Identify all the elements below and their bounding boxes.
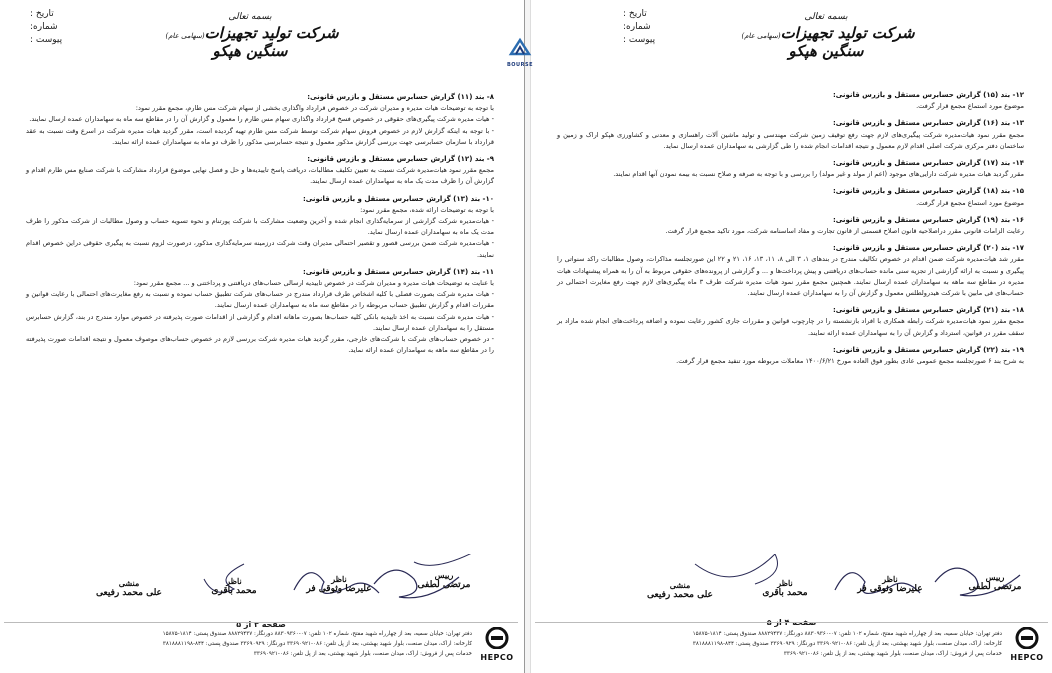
hepco-logo-text: HEPCO <box>480 653 514 662</box>
resolution-section <box>557 305 1024 339</box>
resolution-paragraph: - با توجه به اینکه گزارش لازم در خصوص فروش سهام شرکت توسط شرکت مس طارم تهیه گردیده است، مقرر گردید هیات مدیره شرکت در اسرع وقت نسبت به عقد قرارداد با سازمان حسابرسی جهت بررسی گزارش مذکور معمول و نتیجه حسابرسی مذکور را ظرف دو ماه به سهامداران عمده ارائه نمایند. <box>26 126 494 146</box>
basmala: بسمه تعالی <box>228 12 272 22</box>
resolution-paragraph: مقرر گردید هیات مدیره شرکت دارایی‌های موجود (اعم از مولد و غیر مولد) را بررسی و با توجه به صرفه و صلاح نسبت به بیمه نمودن آنها اقدام نمایند. <box>613 170 1024 179</box>
signature-name: مرتضی لطفی <box>417 580 471 590</box>
number-label: شماره: <box>30 22 58 32</box>
signature-chairman <box>955 572 1035 592</box>
resolution-paragraph: موضوع مورد استماع مجمع قرار گرفت. <box>916 102 1024 111</box>
signature-name: علیرضا وثوقی فر <box>857 584 923 594</box>
attachment-label: پیوست : <box>623 35 656 45</box>
resolution-paragraph: با عنایت به توضیحات هیات مدیره و مدیران شرکت در خصوص تاییدیه ارسالی حساب‌های دریافتنی و پرداختنی و ... مجمع مقرر نمود: <box>133 279 494 288</box>
resolution-title: ۱۵- بند (۱۸) گزارش حسابرس مستقل و بازرس قانونی: <box>832 187 1024 196</box>
signature-name: علی محمد رفیعی <box>96 588 162 598</box>
resolution-title: ۱۴- بند (۱۷) گزارش حسابرس مستقل و بازرس قانونی: <box>832 159 1024 168</box>
signature-name: محمد باقری <box>211 586 257 596</box>
resolution-paragraph: - در خصوص حساب‌های شرکت با شرکت‌های خارجی، مقرر گردید هیات مدیره شرکت بررسی لازم در خصوص حساب‌های موصوف معمول و نتیجه اقدامات صورت پذیرفته را در مقاطع سه ماهه به سهامداران عمده ارائه نماید. <box>26 335 494 355</box>
footer-address <box>4 622 518 667</box>
resolution-paragraph: مجمع مقرر نمود هیات‌مدیره شرکت نسبت به تعیین تکلیف مطالبات، دریافت پاسخ تاییدیه‌ها و حل و فصل نهایی موضوع قرارداد مشارکت با شرکت صنایع مس طارم اقدام و گزارش آن را ظرف مدت یک ماه به سهامداران عمده ارسال نمایند. <box>26 166 494 186</box>
resolution-section <box>557 158 1024 180</box>
signature-role: رییس <box>434 570 454 580</box>
resolution-paragraph: مجمع مقرر نمود هیات‌مدیره شرکت پیگیری‌های لازم جهت رفع توقیف زمین شرکت مهندسی و تولید ماشین آلات راهسازی و معدنی و کشاورزی هپکو اراک و زمین و ساختمان دفتر مرکزی شرکت اصلی اقدام لازم معمول و نتیجه اقدامات انجام شده را طی گزارشی به سهامداران عمده ارسال نماید. <box>557 130 1024 150</box>
hepco-logo-icon <box>485 627 509 649</box>
resolution-paragraph: به شرح بند ۶ صورتجلسه مجمع عمومی عادی بطور فوق العاده مورخ ۱۴۰۰/۶/۲۱ معاملات مربوطه مورد تنفید مجمع قرار گرفت. <box>676 357 1024 366</box>
bourse-text: BOURSE <box>507 62 533 68</box>
hepco-logo <box>1008 627 1046 662</box>
company-letterhead <box>726 12 926 60</box>
resolution-paragraph: رعایت الزامات قانونی مقرر دراصلاحیه قانون اصلاح قسمتی از قانون تجارت و مفاد اساسنامه شرکت، مورد تاکید مجمع قرار گرفت. <box>665 227 1024 236</box>
footer-line-tehran: دفتر تهران: خیابان سمیه، بعد از چهارراه شهید مفتح، شماره ۱۰۲ تلفن: ۰۷-۸۸۳۰۹۳۶۰ دورنگار: ۸۸۸۲۹۴۳۷ صندوق پستی: ۱۸۱۴-۱۵۸۷۵ <box>162 631 472 637</box>
resolution-section <box>557 90 1024 112</box>
resolution-title: ۱۶- بند (۱۹) گزارش حسابرس مستقل و بازرس قانونی: <box>832 215 1024 224</box>
resolution-title: ۱۷- بند (۲۰) گزارش حسابرس مستقل و بازرس قانونی: <box>832 244 1024 253</box>
signature-supervisor-2 <box>745 578 825 598</box>
footer-line-tehran: دفتر تهران: خیابان سمیه، بعد از چهارراه شهید مفتح، شماره ۱۰۲ تلفن: ۰۷-۸۸۳۰۹۳۶۰ دورنگار: ۸۸۸۲۹۴۳۷ صندوق پستی: ۱۸۱۴-۱۵۸۷۵ <box>692 631 1002 637</box>
resolution-title: ۱۸- بند (۲۱) گزارش حسابرس مستقل و بازرس قانونی: <box>832 306 1024 315</box>
footer-line-service: خدمات پس از فروش: اراک، میدان صنعت، بلوار شهید بهشتی، بعد از پل تلفن: ۰۸۶-۳۳۶۹۰۹۲۱ <box>783 651 1002 657</box>
resolution-section <box>26 154 494 188</box>
hepco-logo-text: HEPCO <box>1010 653 1044 662</box>
signature-role: ناظر <box>882 574 898 584</box>
date-label: تاریخ : <box>623 9 647 19</box>
attachment-label: پیوست : <box>30 35 63 45</box>
signature-block <box>44 560 502 616</box>
footer-line-service: خدمات پس از فروش: اراک، میدان صنعت، بلوار شهید بهشتی، بعد از پل تلفن: ۰۸۶-۳۳۶۹۰۹۲۱ <box>253 651 472 657</box>
resolution-section <box>557 118 1024 152</box>
resolution-paragraph: - هیات‌مدیره شرکت گزارشی از سرمایه‌گذاری انجام شده و آخرین وضعیت مشارکت با شرکت پورتنام و نحوه تسویه حساب و وصول مطالبات از شرکت مذکور را ظرف مدت یک ماه به سهامداران عمده ارسال نماید. <box>26 217 494 237</box>
resolution-title: ۱۹- بند (۲۲) گزارش حسابرس مستقل و بازرس قانونی: <box>832 345 1024 354</box>
resolution-section <box>557 345 1024 367</box>
signature-chairman <box>404 570 484 590</box>
footer-line-factory: کارخانه: اراک، میدان صنعت، بلوار شهید بهشتی، بعد از پل تلفن: ۰۸۶-۳۳۶۹۰۹۲۱ دورنگار: ۳۳۶۹۰۹۲۹ صندوق پستی: ۸۴۴-۳۸۱۸۸۸۱۱۹۸ <box>162 641 472 647</box>
resolution-title: ۱۳- بند (۱۶) گزارش حسابرس مستقل و بازرس قانونی: <box>832 119 1024 128</box>
resolution-section <box>26 267 494 357</box>
company-name-text: شرکت تولید تجهیزات سنگین هپکو <box>780 24 915 60</box>
signature-role: منشی <box>118 578 140 588</box>
resolutions-body <box>26 92 494 362</box>
page-divider <box>524 0 531 673</box>
resolution-paragraph: موضوع مورد استماع مجمع قرار گرفت. <box>916 198 1024 207</box>
number-label: شماره: <box>623 22 651 32</box>
signature-role: رییس <box>985 572 1005 582</box>
resolution-paragraph: - هیات مدیره شرکت بصورت فصلی با کلیه اشخاص طرف قرارداد مندرج در حساب‌های شرکت تطبیق حساب نموده و نسبت به رفع مغایرت‌های احتمالی با رعایت قوانین و مقررات اقدام و گزارش تطبیق حساب مربوطه را در مقاطع سه ماه به سهامداران عمده ارسال نمایند. <box>26 290 494 310</box>
company-type: (سهامی عام) <box>165 32 205 40</box>
resolution-title: ۸- بند (۱۱) گزارش حسابرس مستقل و بازرس قانونی: <box>307 93 494 101</box>
signature-role: منشی <box>669 580 691 590</box>
bourse-logo-icon <box>505 36 535 58</box>
signature-supervisor-2 <box>194 576 274 596</box>
company-name-text: شرکت تولید تجهیزات سنگین هپکو <box>204 24 339 60</box>
resolution-section <box>557 215 1024 237</box>
resolution-paragraph: - هیات مدیره شرکت نسبت به اخذ تاییدیه بانکی کلیه حساب‌ها بصورت ماهانه اقدام و گزارشی از اقدامات صورت پذیرفته در خصوص موارد مندرج در بند، گزارش حسابرس مستقل را به سهامداران عمده ارسال نمایند. <box>26 312 494 332</box>
hepco-logo <box>478 627 516 662</box>
date-label: تاریخ : <box>30 9 54 19</box>
signature-name: محمد باقری <box>762 588 808 598</box>
company-name <box>726 24 926 60</box>
resolution-paragraph: مجمع مقرر نمود هیات‌مدیره شرکت رابطه همکاری با افراد بازنشسته را در چارچوب قوانین و مقررات جاری کشور رعایت نموده و اضافه پرداخت‌های انجام شده مازاد بر سقف مقرر در قوانین، استرداد و گزارش آن را به سهامداران عمده ارائه نمایند. <box>557 317 1024 337</box>
header-meta <box>30 8 62 47</box>
company-letterhead <box>150 12 350 60</box>
header-meta <box>623 8 655 47</box>
resolution-title: ۱۱- بند (۱۴) گزارش حسابرس مستقل و بازرس قانونی: <box>302 267 494 276</box>
resolution-paragraph: با توجه به توضیحات هیات مدیره و مدیران شرکت در خصوص قرارداد واگذاری بخشی از سهام شرکت مس طارم، مجمع مقرر نمود: <box>135 104 494 113</box>
resolution-title: ۹- بند (۱۲) گزارش حسابرس مستقل و بازرس قانونی: <box>307 155 494 164</box>
document-page-3 <box>0 0 522 673</box>
signature-name: مرتضی لطفی <box>968 582 1022 592</box>
page-number: صفحه ۴ از ۵ <box>766 618 817 627</box>
footer-address <box>535 622 1048 667</box>
signature-block <box>575 560 1032 616</box>
signature-role: ناظر <box>331 574 347 584</box>
resolution-section <box>26 92 494 148</box>
bourse-watermark <box>498 36 542 68</box>
signature-supervisor-1 <box>835 574 945 594</box>
signature-name: علی محمد رفیعی <box>647 590 713 600</box>
company-type: (سهامی عام) <box>741 32 781 40</box>
page-number: صفحه ۳ از ۵ <box>236 620 286 629</box>
resolution-title: ۱۰- بند (۱۳) گزارش حسابرس مستقل و بازرس قانونی: <box>302 194 494 203</box>
document-page-4 <box>531 0 1052 673</box>
resolution-section <box>557 243 1024 299</box>
signature-supervisor-1 <box>284 574 394 594</box>
resolution-paragraph: - هیات‌مدیره شرکت ضمن بررسی قصور و تقصیر احتمالی مدیران وقت شرکت درزمینه سرمایه‌گذاری مذکور، درصورت لزوم نسبت به پیگیری حقوقی دراین خصوص اقدام نمایند. <box>26 239 494 259</box>
signature-secretary <box>74 578 184 598</box>
signature-role: ناظر <box>777 578 793 588</box>
resolution-section <box>26 194 494 261</box>
resolution-paragraph: مقرر شد هیات‌مدیره شرکت ضمن اقدام در خصوص تکالیف مندرج در بندهای ۱، ۳ الی ۸، ۱۱، ۱۳، ۱۶، ۲۱ و ۲۲ این صورتجلسه مذاکرات، وصول مطالبات راکد سنواتی را پیگیری و نسبت به ارائه گزارشی از تجزیه سنی مانده حساب‌های دریافتنی و پیش پرداخت‌ها و ... و گزارشی از پرونده‌های حقوقی مربوط به آن را به همراه پیشنهادات هیات مدیره در مقاطع سه ماهه به سهامداران عمده ارسال نمایند. همچنین مجمع مقرر نمود هیات مدیره شرکت ظرف ۳ ماه پیگیری‌های لازم جهت رفع مغایرت احتمالی در حساب‌های فی مابین با شرکت هیدرولطلس معمول و گزارش آن را به سهامداران عمده ارسال نمایند. <box>557 255 1024 298</box>
resolution-paragraph: - هیات مدیره شرکت پیگیری‌های حقوقی در خصوص فسخ قرارداد واگذاری سهام مس طارم را معمول و گزارش آن را در مقاطع سه ماه به سهامداران عمده ارسال نمایند. <box>29 115 494 124</box>
resolution-section <box>557 186 1024 208</box>
signature-name: علیرضا وثوقی فر <box>306 584 372 594</box>
footer-lines <box>539 629 1002 659</box>
resolutions-body <box>557 90 1024 373</box>
resolution-title: ۱۲- بند (۱۵) گزارش حسابرس مستقل و بازرس قانونی: <box>832 91 1024 99</box>
footer-lines <box>8 629 472 659</box>
company-name <box>150 24 350 60</box>
signature-role: ناظر <box>226 576 242 586</box>
hepco-logo-icon <box>1015 627 1039 649</box>
signature-secretary <box>625 580 735 600</box>
resolution-paragraph: با توجه به توضیحات ارائه شده، مجمع مقرر نمود: <box>360 205 494 214</box>
footer-line-factory: کارخانه: اراک، میدان صنعت، بلوار شهید بهشتی، بعد از پل تلفن: ۰۸۶-۳۳۶۹۰۹۲۱ دورنگار: ۳۳۶۹۰۹۲۹ صندوق پستی: ۸۴۴-۳۸۱۸۸۸۱۱۹۸ <box>692 641 1002 647</box>
basmala: بسمه تعالی <box>804 12 848 22</box>
